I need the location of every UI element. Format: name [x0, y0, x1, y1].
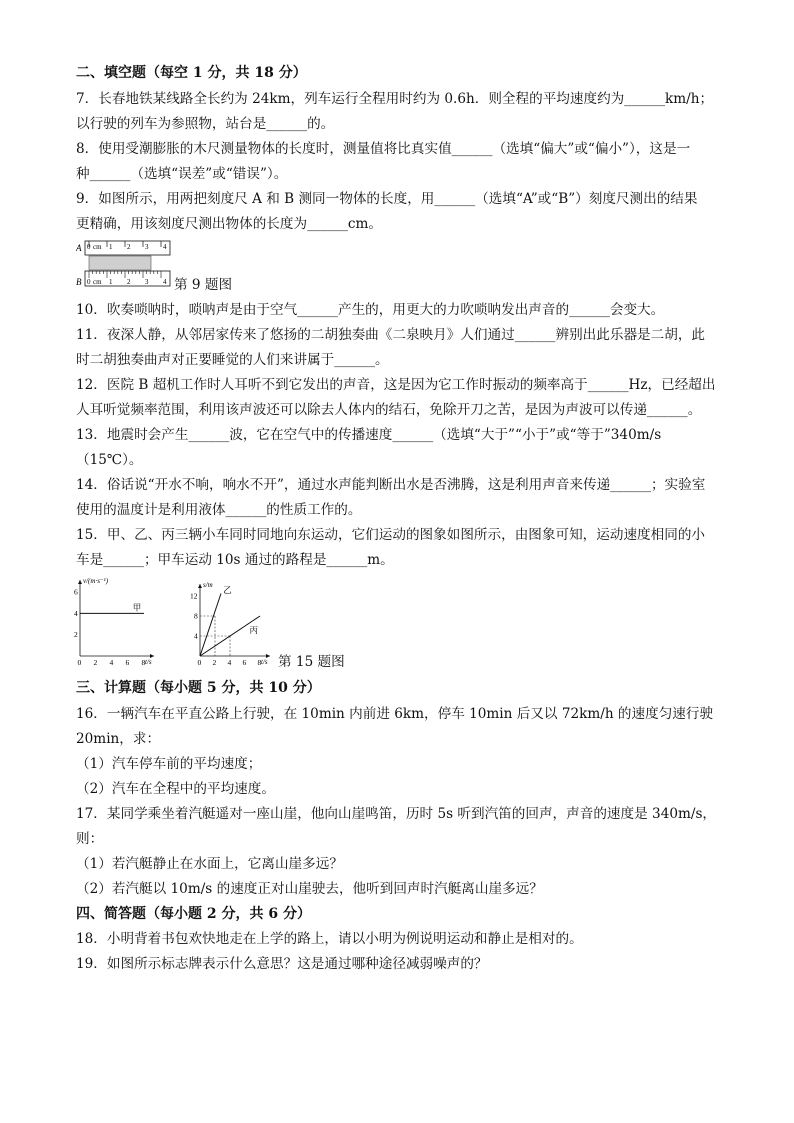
question-7-line-2: 以行驶的列车为参照物，站台是______的。: [76, 116, 335, 132]
vt-y-tick-2: 6: [74, 587, 78, 597]
st-y-arrow: [198, 584, 202, 588]
question-13-line-2: （15℃）。: [76, 452, 143, 468]
question-16-line-2: 20min，求：: [76, 731, 161, 747]
st-y-label: s/m: [203, 581, 213, 589]
ruler-a-tick-0: 0: [87, 243, 91, 251]
ruler-a-label: A: [76, 243, 82, 253]
vt-x-tick-2: 4: [109, 658, 114, 667]
ruler-b-tick-0: 0: [87, 278, 91, 286]
vt-y-arrow: [78, 580, 82, 584]
figure-9-rulers: [76, 238, 176, 290]
question-12-line-1: 12．医院 B 超机工作时人耳听不到它发出的声音，这是因为它工作时振动的频率高于______Hz，已经超出: [76, 377, 716, 393]
question-13-line-1: 13．地震时会产生______波，它在空气中的传播速度______（选填“大于”“小于”或“等于”340m/s: [76, 427, 662, 443]
st-y-tick-2: 12: [190, 591, 198, 601]
st-x-tick-1: 2: [212, 658, 217, 667]
st-x-tick-2: 4: [227, 658, 232, 667]
question-8-line-2: 种______（选填“误差”或“错误”）。: [76, 166, 288, 182]
ruler-a-tick-1: 1: [109, 243, 113, 251]
question-17-part-1: （1）若汽艇静止在水面上，它离山崖多远？: [76, 856, 343, 872]
vt-y-label: v/(m·s⁻¹): [83, 577, 109, 585]
calc-section-heading: 三、计算题（每小题 5 分，共 10 分）: [76, 680, 321, 696]
vt-x-tick-3: 6: [125, 658, 130, 667]
ruler-b-tick-3: 3: [145, 278, 149, 286]
vt-y-tick-0: 2: [74, 630, 78, 640]
question-14-line-2: 使用的温度计是利用液体______的性质工作的。: [76, 502, 362, 518]
short-section-heading: 四、简答题（每小题 2 分，共 6 分）: [76, 906, 311, 922]
vt-series-jia-label: 甲: [132, 602, 142, 613]
question-16-part-1: （1）汽车停车前的平均速度；: [76, 756, 262, 772]
ruler-b-tick-unit: cm: [93, 278, 102, 286]
vt-x-tick-4: 8: [141, 658, 146, 667]
ruler-a-tick-4: 4: [163, 243, 167, 251]
figure-15-vt-graph: [70, 574, 174, 668]
figure-9-caption: 第 9 题图: [174, 277, 233, 293]
question-9-line-1: 9．如图所示，用两把刻度尺 A 和 B 测同一物体的长度，用______（选填“A”或“B”）刻度尺测出的结果: [76, 191, 698, 207]
ruler-a-tick-2: 2: [127, 243, 131, 251]
question-19: 19．如图所示标志牌表示什么意思？这是通过哪种途径减弱噪声的？: [76, 956, 488, 972]
question-7-line-1: 7．长春地铁某线路全长约为 24km，列车运行全程用时约为 0.6h．则全程的平均速度约为______km/h；: [76, 91, 714, 107]
vt-x-label: t/s: [145, 658, 152, 666]
st-x-tick-3: 6: [242, 658, 247, 667]
vt-x-tick-1: 2: [93, 658, 98, 667]
question-8-line-1: 8．使用受潮膨胀的木尺测量物体的长度时，测量值将比真实值______（选填“偏大”或“偏小”），这是一: [76, 141, 691, 157]
vt-y-tick-1: 4: [74, 608, 78, 618]
ruler-a-tick-3: 3: [145, 243, 149, 251]
fill-section-heading: 二、填空题（每空 1 分，共 18 分）: [76, 65, 307, 81]
question-17-part-2: （2）若汽艇以 10m/s 的速度正对山崖驶去，他听到回声时汽艇离山崖多远？: [76, 881, 543, 897]
question-11-line-1: 11．夜深人静，从邻居家传来了悠扬的二胡独奏曲《二泉映月》人们通过______辨别出此乐器是二胡，此: [76, 327, 706, 343]
question-10: 10．吹奏唢呐时，唢呐声是由于空气______产生的，用更大的力吹唢呐发出声音的______会变大。: [76, 302, 665, 318]
vt-x-tick-0: 0: [77, 658, 82, 667]
st-x-tick-4: 8: [257, 658, 262, 667]
st-series-bing-label: 丙: [249, 625, 259, 635]
question-11-line-2: 时二胡独奏曲声对正要睡觉的人们来讲属于______。: [76, 352, 389, 368]
question-16-line-1: 16．一辆汽车在平直公路上行驶，在 10min 内前进 6km，停车 10min 后又以 72km/h 的速度匀速行驶: [76, 706, 714, 722]
question-14-line-1: 14．俗话说“开水不响，响水不开”，通过水声能判断出水是否沸腾，这是利用声音来传递______；实验室: [76, 477, 706, 493]
ruler-b-ticks: [89, 271, 161, 278]
st-y-tick-0: 4: [194, 631, 198, 641]
st-series-yi-line: [200, 594, 221, 657]
question-9-line-2: 更精确，用该刻度尺测出物体的长度为______cm。: [76, 216, 382, 232]
question-17-line-1: 17．某同学乘坐着汽艇遥对一座山崖，他向山崖鸣笛，历时 5s 听到汽笛的回声，声音的速度是 340m/s，: [76, 806, 717, 822]
question-16-part-2: （2）汽车在全程中的平均速度。: [76, 781, 275, 797]
ruler-b-label: B: [76, 277, 82, 287]
question-18: 18．小明背着书包欢快地走在上学的路上，请以小明为例说明运动和静止是相对的。: [76, 931, 583, 947]
question-17-line-2: 则：: [76, 831, 104, 847]
st-x-label: t/s: [261, 658, 268, 666]
question-15-line-1: 15．甲、乙、丙三辆小车同时同地向东运动，它们运动的图象如图所示，由图象可知，运动速度相同的小: [76, 527, 706, 543]
ruler-b-tick-4: 4: [163, 278, 167, 286]
st-x-tick-0: 0: [197, 658, 202, 667]
question-12-line-2: 人耳听觉频率范围，利用该声波还可以除去人体内的结石，免除开刀之苦，是因为声波可以传递______。: [76, 402, 702, 418]
ruler-a-tick-unit: cm: [93, 243, 102, 251]
figure-15-st-graph: [186, 578, 280, 668]
figure-15-caption: 第 15 题图: [278, 654, 345, 670]
question-15-line-2: 车是______；甲车运动 10s 通过的路程是______m。: [76, 552, 394, 568]
measured-object: [89, 256, 151, 270]
ruler-b-tick-2: 2: [127, 278, 131, 286]
ruler-b-tick-1: 1: [109, 278, 113, 286]
st-series-yi-label: 乙: [223, 585, 232, 595]
st-y-tick-1: 8: [194, 611, 198, 621]
